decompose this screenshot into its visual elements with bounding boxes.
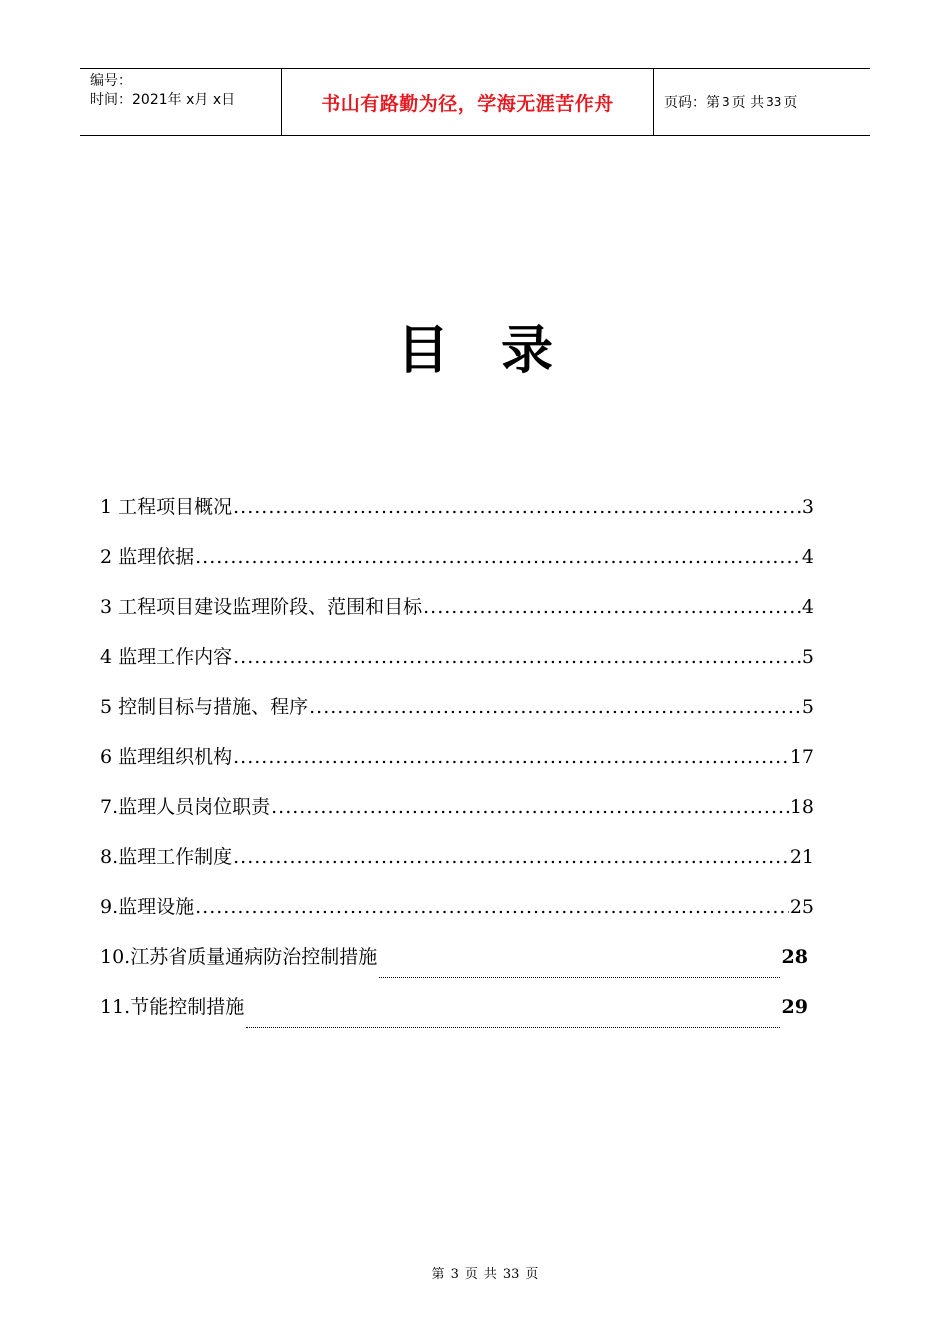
toc-leader-dots bbox=[379, 963, 779, 978]
toc-entry-label: 6 监理组织机构 bbox=[100, 746, 233, 768]
toc-entry-page: 5 bbox=[801, 696, 814, 718]
toc-leader-dots bbox=[423, 596, 801, 618]
toc-entry-page: 17 bbox=[789, 746, 814, 768]
footer-mid2: 共 bbox=[483, 1267, 497, 1282]
toc-leader-dots bbox=[271, 796, 789, 818]
header-page-prefix: 页码：第 bbox=[664, 95, 720, 111]
toc-entry-label: 5 控制目标与措施、程序 bbox=[100, 696, 309, 718]
footer-current-page: 3 bbox=[450, 1267, 459, 1282]
time-label: 时间： bbox=[90, 92, 132, 108]
toc-leader-dots bbox=[233, 646, 801, 668]
toc-entry[interactable] bbox=[100, 592, 814, 642]
time-year-unit: 年 bbox=[167, 92, 182, 108]
toc-entry-label: 11.节能控制措施 bbox=[100, 996, 245, 1018]
toc-entry-label: 1 工程项目概况 bbox=[100, 496, 233, 518]
toc-entry-page: 28 bbox=[781, 946, 808, 968]
toc-entry-page: 4 bbox=[801, 596, 814, 618]
time-day: x bbox=[212, 92, 222, 108]
footer-suffix: 页 bbox=[525, 1267, 539, 1282]
toc-entry[interactable] bbox=[100, 492, 814, 542]
toc-entry[interactable] bbox=[100, 892, 814, 942]
toc-entry-label: 7.监理人员岗位职责 bbox=[100, 796, 271, 818]
toc-entry-label: 10.江苏省质量通病防治控制措施 bbox=[100, 946, 378, 968]
time-day-unit: 日 bbox=[221, 92, 236, 108]
toc-entry[interactable] bbox=[100, 742, 814, 792]
toc-entry-page: 5 bbox=[801, 646, 814, 668]
toc-leader-dots bbox=[233, 846, 789, 868]
header-page-info bbox=[654, 69, 870, 135]
header-page-current: 3 bbox=[722, 95, 730, 109]
footer-total-pages: 33 bbox=[502, 1267, 520, 1282]
header-page-total: 33 bbox=[766, 95, 782, 109]
toc-entry-label: 3 工程项目建设监理阶段、范围和目标 bbox=[100, 596, 423, 618]
page-footer bbox=[0, 1263, 950, 1282]
toc-entry[interactable] bbox=[100, 642, 814, 692]
title-char-2: 录 bbox=[501, 320, 554, 381]
toc-entry[interactable] bbox=[100, 692, 814, 742]
time-month: x bbox=[186, 92, 195, 108]
page-title bbox=[0, 316, 950, 386]
toc-entry[interactable] bbox=[100, 992, 814, 1042]
toc-entry-page: 18 bbox=[789, 796, 814, 818]
serial-label: 编号： bbox=[90, 73, 132, 89]
time-year: 2021 bbox=[132, 92, 168, 108]
toc-entry-label: 4 监理工作内容 bbox=[100, 646, 233, 668]
title-char-1: 目 bbox=[396, 320, 449, 381]
header-page-suffix: 页 bbox=[783, 95, 798, 111]
toc-entry-page: 21 bbox=[789, 846, 814, 868]
toc-entry[interactable] bbox=[100, 842, 814, 892]
table-of-contents bbox=[100, 492, 814, 1042]
time-month-unit: 月 bbox=[194, 92, 209, 108]
time-line bbox=[90, 91, 281, 110]
toc-entry-label: 9.监理设施 bbox=[100, 896, 195, 918]
header-motto: 书山有路勤为径，学海无涯苦作舟 bbox=[281, 69, 654, 135]
toc-entry-label: 8.监理工作制度 bbox=[100, 846, 233, 868]
header-meta-cell bbox=[80, 69, 281, 135]
footer-mid1: 页 bbox=[464, 1267, 478, 1282]
toc-leader-dots bbox=[233, 496, 801, 518]
toc-entry-page: 29 bbox=[781, 996, 808, 1018]
toc-entry[interactable] bbox=[100, 792, 814, 842]
toc-leader-dots bbox=[233, 746, 789, 768]
footer-prefix: 第 bbox=[431, 1267, 445, 1282]
toc-leader-dots bbox=[195, 546, 801, 568]
toc-entry[interactable] bbox=[100, 942, 814, 992]
toc-entry-page: 3 bbox=[801, 496, 814, 518]
toc-entry-label: 2 监理依据 bbox=[100, 546, 195, 568]
header-page-mid: 页 共 bbox=[731, 95, 765, 111]
toc-entry-page: 25 bbox=[789, 896, 814, 918]
toc-entry[interactable] bbox=[100, 542, 814, 592]
toc-leader-dots bbox=[309, 696, 801, 718]
toc-leader-dots bbox=[246, 1013, 779, 1028]
toc-leader-dots bbox=[195, 896, 789, 918]
page-header bbox=[80, 68, 870, 136]
toc-entry-page: 4 bbox=[801, 546, 814, 568]
